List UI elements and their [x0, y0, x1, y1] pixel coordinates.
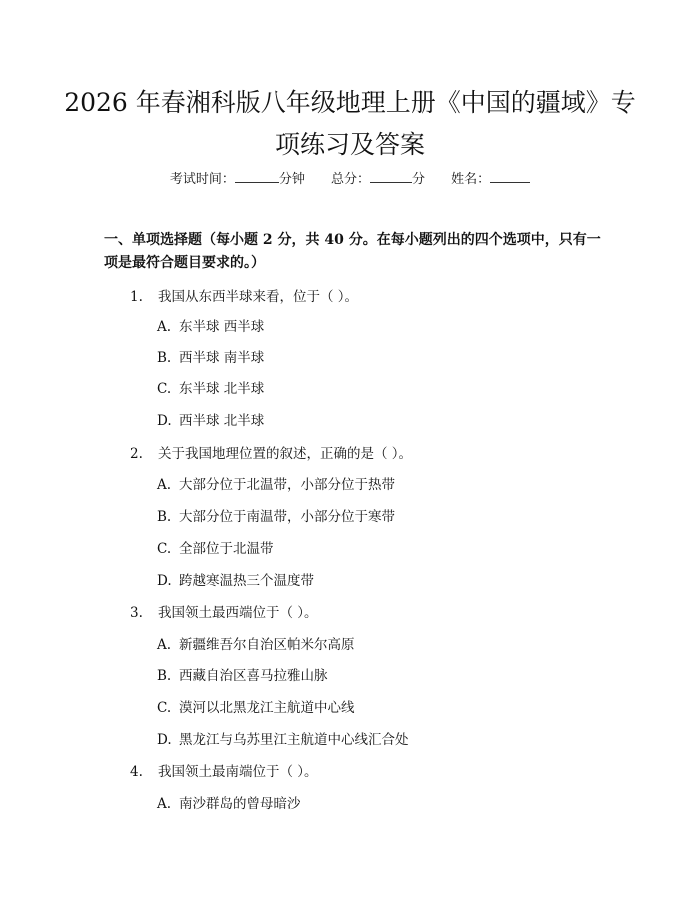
option-text: 大部分位于南温带，小部分位于寒带: [179, 509, 395, 525]
option-text: 东半球 西半球: [179, 319, 265, 335]
question-text: 我国领土最西端位于（ ）。: [158, 605, 318, 621]
option-label: A.: [157, 319, 172, 335]
exam-info-line: [0, 168, 700, 187]
question-number: 1.: [130, 289, 143, 305]
option-text: 南沙群岛的曾母暗沙: [179, 796, 301, 812]
question-text: 我国从东西半球来看，位于（ ）。: [158, 289, 359, 305]
option-text: 全部位于北温带: [179, 541, 274, 557]
exam-time-blank: [235, 182, 279, 183]
total-score-label: 总分：: [330, 172, 370, 187]
option-label: A.: [157, 796, 172, 812]
option-text: 漠河以北黑龙江主航道中心线: [179, 700, 355, 716]
question-text: 我国领土最南端位于（ ）。: [158, 764, 318, 780]
answer-option: [157, 409, 264, 429]
total-score-blank: [370, 182, 412, 183]
option-label: A.: [157, 637, 172, 653]
answer-option: [157, 505, 395, 525]
exam-time-field: [170, 172, 305, 187]
option-label: A.: [157, 477, 172, 493]
student-name-field: [451, 172, 530, 187]
answer-option: [157, 569, 314, 589]
section-heading: 一、单项选择题（每小题 2 分，共 40 分。在每小题列出的四个选项中，只有一项是最符合题目要求的。）: [104, 232, 601, 271]
question-number: 3.: [130, 605, 143, 621]
total-score-unit: 分: [412, 172, 426, 187]
option-label: D.: [157, 732, 172, 748]
option-text: 东半球 北半球: [179, 381, 265, 397]
option-label: C.: [157, 541, 172, 557]
page-title: 2026 年春湘科版八年级地理上册《中国的疆域》专项练习及答案: [64, 88, 636, 159]
question-stem: [130, 760, 318, 780]
answer-option: [157, 315, 264, 335]
option-text: 西半球 南半球: [179, 350, 265, 366]
answer-option: [157, 633, 355, 653]
option-text: 跨越寒温热三个温度带: [179, 573, 314, 589]
question-number: 4.: [130, 764, 143, 780]
answer-option: [157, 728, 409, 748]
option-text: 西藏自治区喜马拉雅山脉: [179, 668, 328, 684]
answer-option: [157, 664, 328, 684]
answer-option: [157, 377, 264, 397]
answer-option: [157, 792, 301, 812]
question-text: 关于我国地理位置的叙述，正确的是（ ）。: [158, 446, 413, 462]
question-stem: [130, 285, 358, 305]
option-text: 大部分位于北温带，小部分位于热带: [179, 477, 395, 493]
option-label: C.: [157, 381, 172, 397]
option-label: D.: [157, 573, 172, 589]
option-label: B.: [157, 509, 172, 525]
option-label: D.: [157, 413, 172, 429]
exam-time-unit: 分钟: [278, 172, 305, 187]
option-label: B.: [157, 668, 172, 684]
answer-option: [157, 346, 264, 366]
option-label: C.: [157, 700, 172, 716]
exam-time-label: 考试时间：: [169, 172, 235, 187]
answer-option: [157, 696, 355, 716]
question-stem: [130, 601, 318, 621]
question-number: 2.: [130, 446, 143, 462]
option-label: B.: [157, 350, 172, 366]
student-name-blank: [490, 182, 530, 183]
question-stem: [130, 442, 412, 462]
option-text: 新疆维吾尔自治区帕米尔高原: [179, 637, 355, 653]
option-text: 西半球 北半球: [179, 413, 265, 429]
answer-option: [157, 537, 274, 557]
total-score-field: [331, 172, 425, 187]
option-text: 黑龙江与乌苏里江主航道中心线汇合处: [179, 732, 409, 748]
answer-option: [157, 473, 395, 493]
student-name-label: 姓名：: [451, 172, 491, 187]
